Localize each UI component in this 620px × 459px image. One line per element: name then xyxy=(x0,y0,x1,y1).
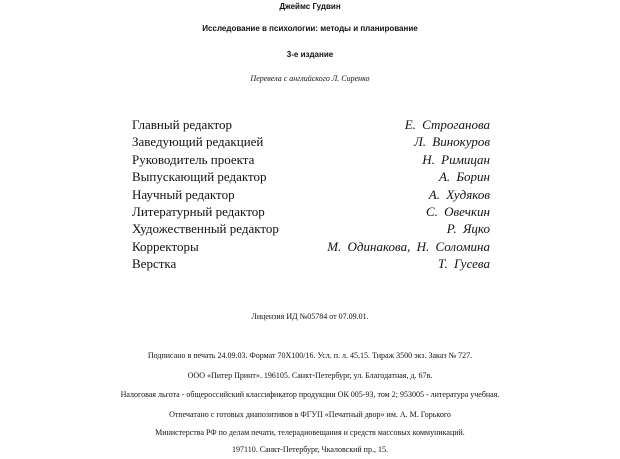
book-title: Исследование в психологии: методы и планирование xyxy=(202,24,418,33)
credit-role: Руководитель проекта xyxy=(132,151,255,167)
credit-role: Заведующий редакцией xyxy=(132,134,264,150)
credit-name: Р. Яцко xyxy=(446,221,490,237)
imprint-line: ООО «Питер Принт». 196105. Санкт-Петербург, ул. Благодатная, д. 67в. xyxy=(187,371,433,380)
credit-role: Главный редактор xyxy=(132,117,232,132)
credit-name: Л. Винокуров xyxy=(413,134,490,150)
imprint-line: Министерства РФ по делам печати, телерадиовещания и средств массовых коммуникаций. xyxy=(155,428,465,437)
credit-role: Верстка xyxy=(132,256,177,272)
credit-row xyxy=(132,221,490,238)
book-edition: 3-е издание xyxy=(286,50,334,59)
credit-row xyxy=(132,239,490,256)
credit-row xyxy=(132,256,490,273)
credit-name: А. Худяков xyxy=(428,186,490,202)
credit-name: А. Борин xyxy=(438,169,490,185)
imprint-line: Налоговая льгота - общероссийский классификатор продукции ОК 005-93, том 2; 953005 - литература учебная. xyxy=(120,390,500,399)
book-author: Джеймс Гудвин xyxy=(279,2,341,11)
credit-name: С. Овечкин xyxy=(425,203,490,219)
credit-name: Е. Строганова xyxy=(404,117,490,132)
credit-role: Литературный редактор xyxy=(132,203,265,219)
credit-name: Н. Римицан xyxy=(422,151,490,167)
credit-row xyxy=(132,117,490,134)
credit-row xyxy=(132,152,490,169)
license-line: Лицензия ИД №05784 от 07.09.01. xyxy=(251,312,369,321)
credit-row xyxy=(132,169,490,186)
editorial-credits xyxy=(132,117,490,274)
credit-row xyxy=(132,134,490,151)
credit-row xyxy=(132,187,490,204)
credit-role: Научный редактор xyxy=(132,186,235,202)
credit-name: Т. Гусева xyxy=(438,256,490,272)
translator-credit: Перевела с английского Л. Сиренко xyxy=(250,74,370,83)
imprint-line: 197110. Санкт-Петербург, Чкаловский пр., 15. xyxy=(232,445,388,454)
credit-role: Корректоры xyxy=(132,238,199,254)
imprint-line: Подписано в печать 24.09.03. Формат 70Х100/16. Усл. п. л. 45.15. Тираж 3500 экз. Заказ № 727. xyxy=(147,351,473,360)
credit-name: М. Одинакова, Н. Соломина xyxy=(327,238,490,254)
imprint-line: Отпечатано с готовых диапозитивов в ФГУП «Печатный двор» им. А. М. Горького xyxy=(169,410,451,419)
credit-role: Выпускающий редактор xyxy=(132,169,267,185)
credit-row xyxy=(132,204,490,221)
credit-role: Художественный редактор xyxy=(132,221,279,237)
